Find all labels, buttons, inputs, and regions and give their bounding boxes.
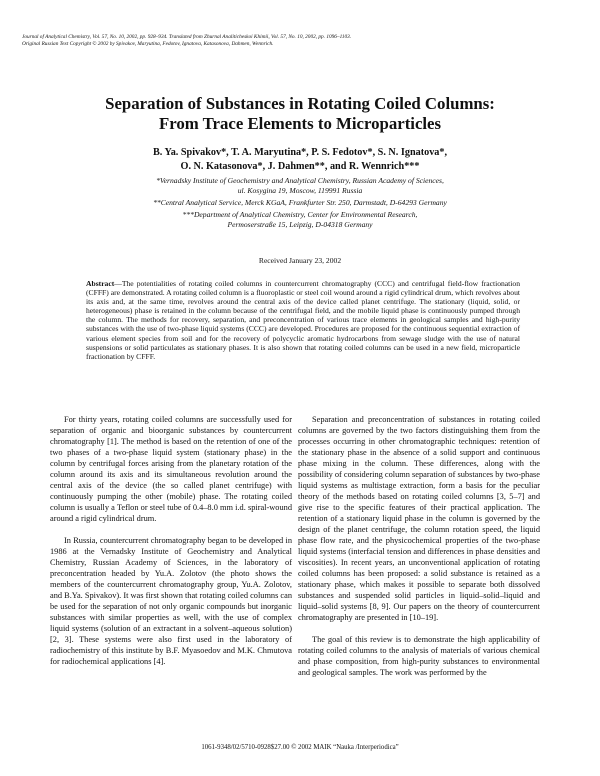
paper-title bbox=[0, 94, 600, 134]
body-paragraph: The goal of this review is to demonstrate the high applicability of rotating coiled columns to the analysis of materials of various chemical and phase composition, from high-purity substances to environmental and geological samples. The work was performed by the bbox=[298, 635, 540, 677]
abstract-text: —The potentialities of rotating coiled columns in countercurrent chromatography (CCC) and centrifugal field-flow fractionation (CFFF) are demonstrated. A rotating coiled column is a fluoroplastic or steel coil wound around a rigid cylindrical drum, which revolves about its axis and, at the same time, revolves around the central axis of the device called planet centrifuge. The stationary (liquid, solid, or heterogeneous) phase is retained in the column because of the centrifugal field, and the mobile liquid phase is continuously pumped through the column. The methods for recovery, separation, and preconcentration of various trace elements in geological samples and high-purity substances with the use of two-phase liquid systems (CCC) are developed. Procedures are proposed for the continuous sequential extraction of various element species from soil and for the recovery of polycyclic aromatic hydrocarbons from sewage sludge with the use of natural suspensions or solid particulates as stationary phases. It is also shown that rotating coiled columns can be used in a new field, microparticle fractionation by CFFF. bbox=[86, 279, 520, 361]
received-date: Received January 23, 2002 bbox=[258, 256, 342, 265]
affiliations bbox=[0, 176, 600, 232]
affiliation-3: ***Department of Analytical Chemistry, Center for Environmental Research, Permoserstraße 15, Leipzig, D-04318 Germany bbox=[182, 210, 418, 229]
body-paragraph: For thirty years, rotating coiled columns are successfully used for separation of organic and bioorganic substances by countercurrent chromatography [1]. The method is based on the retention of one of the two phases of a two-phase liquid system (stationary phase) in the column by centrifugal forces arising from the planetary rotation of the column around its axis and its simultaneous revolution around the central axis of the device (the so called planet centrifuge) with continuously pumping the other (mobile) phase. The rotating coiled column is usually a Teflon or steel tube of 0.4–8.0 mm i.d. spiral-wound around a rigid cylindrical drum. bbox=[50, 415, 292, 523]
body-paragraph: In Russia, countercurrent chromatography began to be developed in 1986 at the Vernadsky Institute of Geochemistry and Analytical Chemistry, Russian Academy of Sciences, in the laboratory of preconcentration headed by Yu.A. Zolotov (the photo shows the members of the countercurrent chromatography group, Yu.A. Zolotov, and B.Ya. Spivakov). It was first shown that rotating coiled columns can be used for the separation of not only organic compounds but inorganic substances with similar properties as well, with the use of complex liquid systems (solution of an extractant in a solvent–aqueous solution) [2, 3]. These systems were also first used in the laboratory of radiochemistry of this institute by B.F. Myasoedov and M.K. Chmutova for radiochemical applications [4]. bbox=[50, 536, 293, 666]
affiliation-2: **Central Analytical Service, Merck KGaA, Frankfurter Str. 250, Darmstadt, D-64293 Germany bbox=[153, 198, 447, 207]
journal-header: Journal of Analytical Chemistry, Vol. 57, No. 10, 2002, pp. 928–934. Translated from Zhurnal Analiticheskoi Khimii, Vol. 57, No. 10, 2002, pp. 1096–1103. Original Russian Text Copyright © 2002 by Spivakov, Maryutina, Fedotov, Ignatova, Katasonova, Dahmen, Wennrich. bbox=[22, 34, 352, 48]
body-paragraph: Separation and preconcentration of substances in rotating coiled columns are governed by the two factors distinguishing them from the processes occurring in other chromatographic techniques: retention of the stationary phase in the absence of a solid support and continuous phase mixing in the column. These differences, along with the possibility of considering column separation of substances by two-phase liquid systems as multistage extraction, form a basis for the peculiar theory of the methods based on rotating coiled columns [3, 5–7] and give rise to the specific features of their practical application. The retention of a stationary liquid phase in the column is governed by the design of the planet centrifuge, the column rotation speed, the liquid phase flow rate, and the physicochemical properties of the two-phase liquid systems (interfacial tension and differences in phase densities and viscosities). In recent years, an unconventional application of rotating coiled columns has been proposed: a solid substance is retained as a stationary phase, which makes it possible to separate both dissolved substances and suspended solid particles in liquid–solid–liquid and liquid–solid systems [8, 9]. Our papers on the theory of countercurrent chromatography are presented in [10–19]. bbox=[298, 415, 540, 622]
authors: B. Ya. Spivakov*, T. A. Maryutina*, P. S. Fedotov*, S. N. Ignatova*, O. N. Katasonova*, J. Dahmen**, and R. Wennrich*** bbox=[152, 147, 448, 172]
paper-title-text: Separation of Substances in Rotating Coiled Columns: From Trace Elements to Microparticles bbox=[105, 94, 495, 133]
affiliation-1: *Vernadsky Institute of Geochemistry and Analytical Chemistry, Russian Academy of Sciences, ul. Kosygina 19, Moscow, 119991 Russia bbox=[156, 176, 444, 195]
abstract-label: Abstract bbox=[86, 279, 115, 288]
left-column bbox=[50, 414, 292, 678]
abstract bbox=[86, 279, 520, 361]
page-footer: 1061-9348/02/5710-0928$27.00 © 2002 MAIK “Nauka /Interperiodica” bbox=[201, 744, 399, 751]
right-column bbox=[298, 414, 540, 689]
